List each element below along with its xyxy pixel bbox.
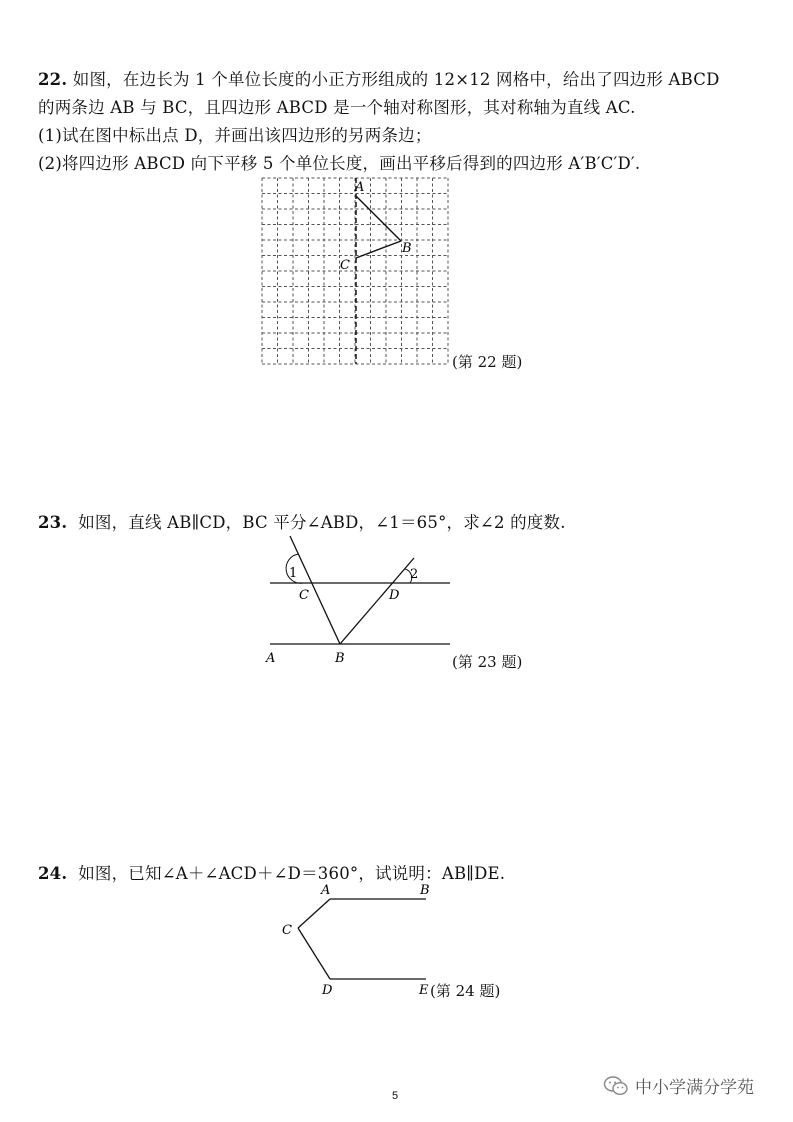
q22-text-1: 如图，在边长为 1 个单位长度的小正方形组成的 12×12 网格中，给出了四边形 ABCD [72,70,720,89]
q22-label-c: C [340,258,350,273]
q24-label-c: C [282,923,292,938]
q23-label-a: A [266,651,276,666]
q24-number: 24. [38,864,68,883]
q24-label-e: E [419,983,429,998]
q23-line-bd [340,558,414,644]
q23-label-b: B [335,651,345,666]
q23-figure [262,532,462,672]
q22-figure [262,178,452,368]
q23-label-d: D [389,588,400,603]
q24-label-a: A [321,883,331,898]
q23-text: 如图，直线 AB∥CD，BC 平分∠ABD，∠1＝65°，求∠2 的度数. [78,513,566,532]
q24-text: 如图，已知∠A＋∠ACD＋∠D＝360°，试说明：AB∥DE. [78,864,506,883]
q23-line [38,509,566,533]
q23-diagram [262,532,462,672]
wechat-icon [603,1075,629,1097]
q24-diagram [278,880,438,1000]
q22-grid-figure [262,178,452,368]
q24-caption: (第 24 题) [430,982,501,1000]
q23-label-1: 1 [289,566,298,581]
q22-line-4: (2)将四边形 ABCD 向下平移 5 个单位长度，画出平移后得到的四边形 A′B′C′D′. [38,154,641,173]
q23-label-c: C [299,588,309,603]
q24-line-ac [298,899,330,928]
q22-line-3: (1)试在图中标出点 D，并画出该四边形的另两条边； [38,126,432,145]
q22-segment-ab [356,196,401,241]
q22-line-2: 的两条边 AB 与 BC，且四边形 ABCD 是一个轴对称图形，其对称轴为直线 AC. [38,98,636,117]
q24-label-d: D [322,983,333,998]
q23-line-bc [290,536,340,644]
watermark [603,1073,754,1098]
q23-label-2: 2 [410,567,419,582]
q23-caption: (第 23 题) [452,653,523,671]
q24-figure [278,880,438,1000]
q23-number: 23. [38,513,68,532]
q22-label-b: B [402,241,412,256]
q22-line-1 [38,66,720,90]
q22-number: 22. [38,70,68,89]
q22-caption: (第 22 题) [452,353,523,371]
watermark-text: 中小学满分学苑 [635,1078,754,1098]
q22-label-a: A [355,180,365,195]
page-number: 5 [392,1090,399,1102]
q24-label-b: B [420,883,430,898]
q24-line-cd [298,928,330,979]
